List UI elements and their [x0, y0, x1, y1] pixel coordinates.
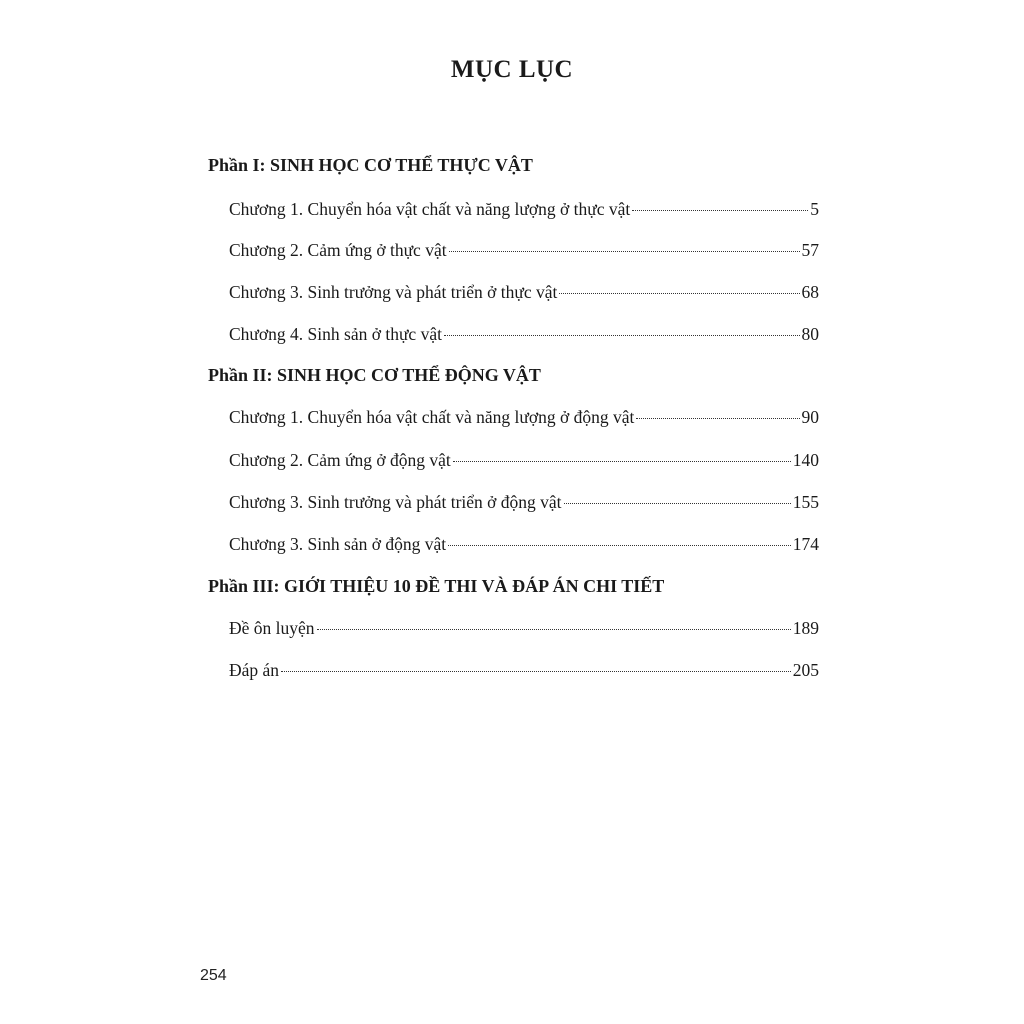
toc-entry[interactable] — [229, 450, 819, 471]
dot-leader — [444, 334, 800, 336]
dot-leader — [317, 628, 791, 630]
toc-entry-label: Chương 2. Cảm ứng ở động vật — [229, 450, 451, 470]
toc-entry-page: 90 — [801, 407, 819, 427]
dot-leader — [453, 460, 791, 462]
dot-leader — [564, 502, 791, 504]
toc-entry-label: Chương 1. Chuyển hóa vật chất và năng lượng ở động vật — [229, 407, 635, 427]
toc-entry-label: Chương 1. Chuyển hóa vật chất và năng lượng ở thực vật — [229, 199, 631, 219]
toc-entry-label: Chương 3. Sinh sản ở động vật — [229, 534, 447, 554]
dot-leader — [448, 544, 791, 546]
part-heading: Phần I: SINH HỌC CƠ THỂ THỰC VẬT — [208, 155, 533, 175]
dot-leader — [449, 250, 800, 252]
toc-entry-page: 5 — [810, 199, 819, 219]
toc-entry[interactable] — [229, 618, 819, 639]
dot-leader — [636, 417, 799, 419]
part-heading: Phần III: GIỚI THIỆU 10 ĐỀ THI VÀ ĐÁP ÁN CHI TIẾT — [208, 576, 665, 596]
toc-entry[interactable] — [229, 407, 819, 428]
toc-entry-page: 80 — [801, 324, 819, 344]
toc-entry-page: 174 — [792, 534, 819, 554]
toc-entry-page: 140 — [792, 450, 819, 470]
part-heading: Phần II: SINH HỌC CƠ THỂ ĐỘNG VẬT — [208, 365, 541, 385]
dot-leader — [281, 670, 791, 672]
page-number: 254 — [200, 967, 227, 984]
toc-entry-page: 68 — [801, 282, 819, 302]
dot-leader — [559, 292, 799, 294]
toc-entry-label: Đáp án — [229, 660, 280, 680]
toc-entry-label: Chương 4. Sinh sản ở thực vật — [229, 324, 442, 344]
toc-entry-page: 205 — [792, 660, 819, 680]
toc-entry-label: Đề ôn luyện — [229, 618, 315, 638]
toc-entry-page: 155 — [792, 492, 819, 512]
page-title: MỤC LỤC — [450, 56, 574, 83]
toc-entry-page: 189 — [792, 618, 819, 638]
toc-entry[interactable] — [229, 240, 819, 261]
toc-entry-label: Chương 2. Cảm ứng ở thực vật — [229, 240, 447, 260]
toc-entry[interactable] — [229, 324, 819, 345]
toc-entry[interactable] — [229, 282, 819, 303]
toc-entry[interactable] — [229, 660, 819, 681]
toc-entry[interactable] — [229, 492, 819, 513]
toc-entry-page: 57 — [801, 240, 819, 260]
toc-entry-label: Chương 3. Sinh trưởng và phát triển ở động vật — [229, 492, 562, 512]
toc-entry[interactable] — [229, 199, 819, 220]
toc-entry-label: Chương 3. Sinh trưởng và phát triển ở thực vật — [229, 282, 558, 302]
toc-entry[interactable] — [229, 534, 819, 555]
dot-leader — [632, 209, 808, 211]
